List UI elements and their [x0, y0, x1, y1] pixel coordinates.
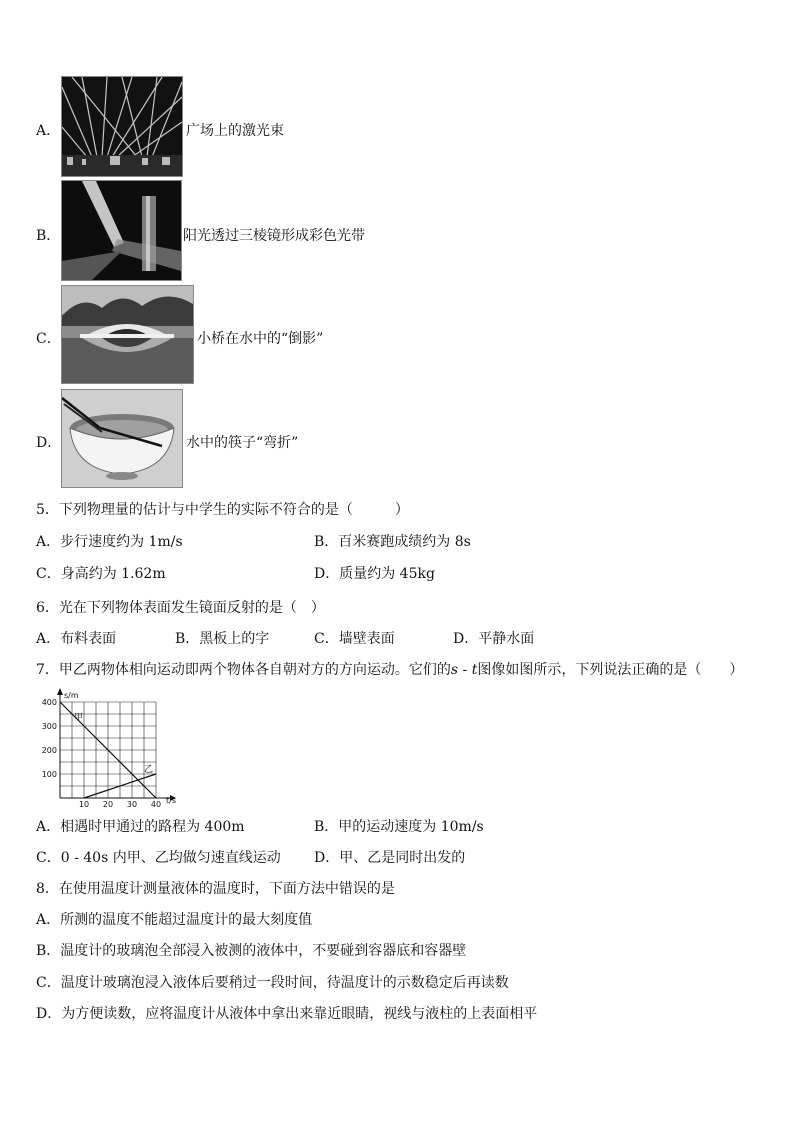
option-caption: 广场上的激光束 [186, 123, 284, 139]
option-d: D．甲、乙是同时出发的 [314, 850, 466, 866]
y-axis-arrow [57, 688, 63, 695]
series-label: 甲 [74, 713, 84, 723]
y-tick-label: 300 [41, 722, 57, 731]
option-letter: D． [36, 435, 62, 451]
option-d: D．平静水面 [453, 631, 535, 647]
question-stem: 7．甲乙两物体相向运动即两个物体各自朝对方的方向运动。它们的s - t图像如图所示，下列说法正确的是（ ） [36, 662, 744, 678]
option-a: A．步行速度约为 1m/s [36, 534, 183, 550]
question-stem: 6．光在下列物体表面发生镜面反射的是（ ） [36, 600, 325, 616]
option-letter: C． [36, 331, 61, 347]
option-letter: B． [36, 228, 61, 244]
option-d: D．为方便读数，应将温度计从液体中拿出来靠近眼睛，视线与液柱的上表面相平 [36, 1006, 538, 1022]
option-b: B．黑板上的字 [175, 631, 270, 647]
x-tick-label: 40 [150, 800, 162, 809]
option-caption: 小桥在水中的“倒影” [197, 331, 324, 347]
laser-beams-photo [61, 76, 183, 177]
option-c: C．0 - 40s 内甲、乙均做匀速直线运动 [36, 850, 281, 866]
series-label: 乙 [144, 765, 154, 775]
option-d: D．质量约为 45kg [314, 566, 435, 582]
bridge-reflection-photo [61, 285, 194, 384]
option-b: B．百米赛跑成绩约为 8s [314, 534, 471, 550]
s-t-graph [36, 688, 186, 810]
option-b: B．温度计的玻璃泡全部浸入被测的液体中，不要碰到容器底和容器壁 [36, 943, 467, 959]
question-stem: 8．在使用温度计测量液体的温度时，下面方法中错误的是 [36, 881, 395, 897]
x-axis-label: t/s [166, 796, 176, 805]
x-tick-label: 10 [78, 800, 90, 809]
option-c: C．温度计玻璃泡浸入液体后要稍过一段时间，待温度计的示数稳定后再读数 [36, 975, 509, 991]
chopsticks-bowl-photo [61, 389, 183, 488]
y-tick-label: 200 [41, 746, 57, 755]
option-a: A．布料表面 [36, 631, 117, 647]
option-letter: A． [36, 123, 61, 139]
option-a: A．相遇时甲通过的路程为 400m [36, 819, 245, 835]
option-c: C．墙壁表面 [314, 631, 395, 647]
option-caption: 水中的筷子“弯折” [186, 435, 299, 451]
x-tick-label: 30 [126, 800, 138, 809]
option-a: A．所测的温度不能超过温度计的最大刻度值 [36, 912, 313, 928]
y-axis-label: s/m [64, 691, 79, 700]
y-tick-label: 400 [41, 698, 57, 707]
y-tick-label: 100 [41, 770, 57, 779]
question-stem: 5．下列物理量的估计与中学生的实际不符合的是（ ） [36, 502, 409, 518]
option-c: C．身高约为 1.62m [36, 566, 166, 582]
prism-spectrum-photo [61, 180, 182, 281]
option-caption: 阳光透过三棱镜形成彩色光带 [183, 228, 365, 244]
x-tick-label: 20 [102, 800, 114, 809]
option-b: B．甲的运动速度为 10m/s [314, 819, 484, 835]
